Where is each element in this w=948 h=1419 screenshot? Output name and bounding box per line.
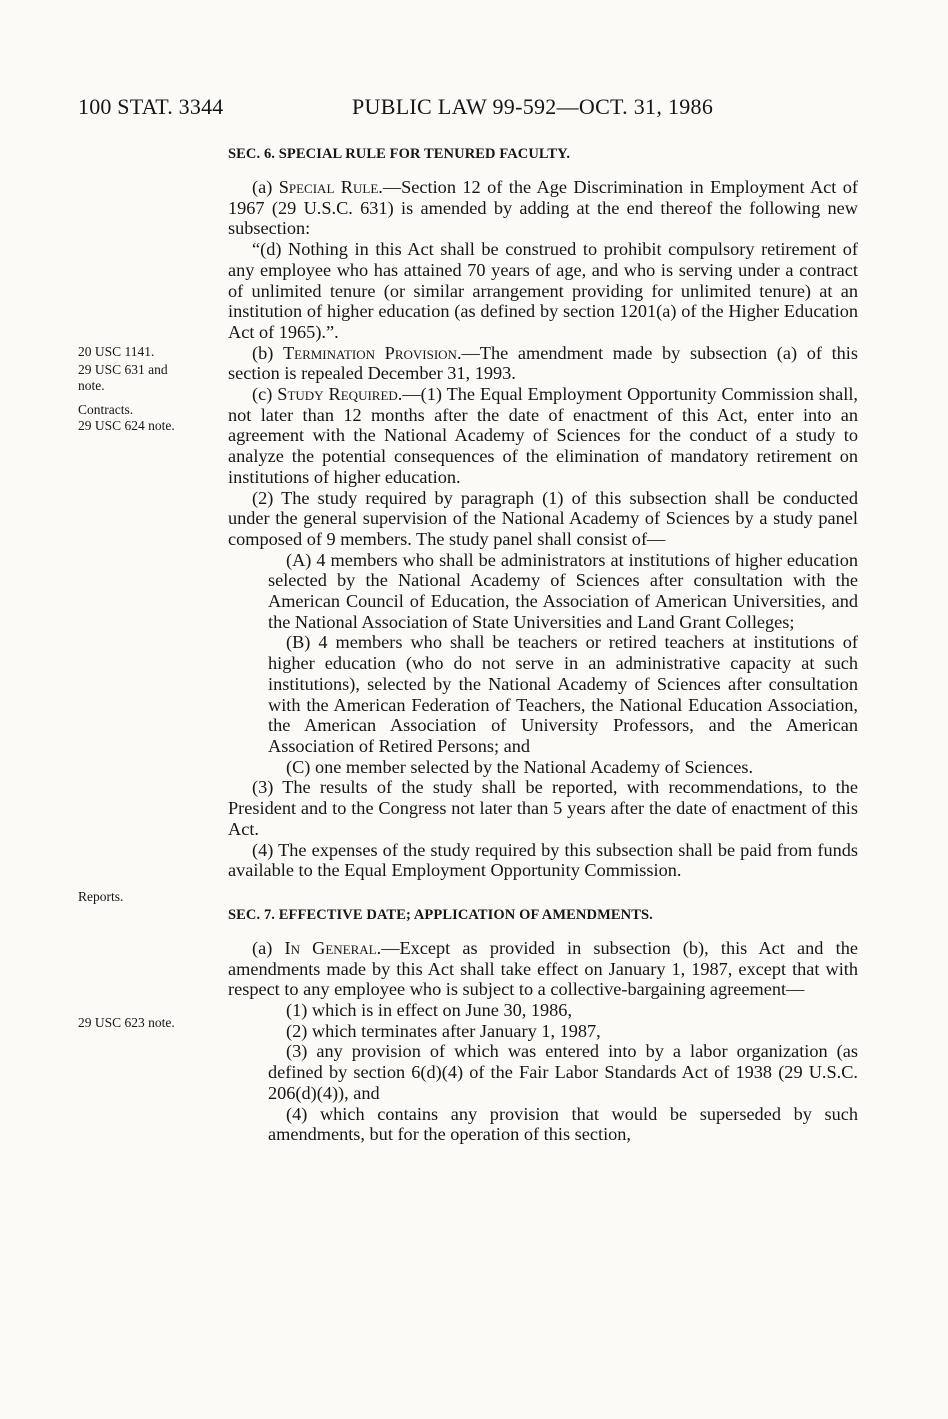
sec6-heading: SEC. 6. SPECIAL RULE FOR TENURED FACULTY. [228, 146, 571, 162]
sec7-item-1: (1) which is in effect on June 30, 1986, [286, 1000, 573, 1021]
sec6-paragraph-3: (3) The results of the study shall be reported, with recommendations, to the President and to the Congress not later than 5 years after the date of enactment of this Act. [228, 777, 858, 839]
sec6-subsection-c: (c) Study Required.—(1) The Equal Employment Opportunity Commission shall, not later than 12 months after the date of enactment of this Act, enter into an agreement with the National Academy of Sciences for the conduct of a study to analyze the potential consequences of the elimination of mandatory retirement on institutions of higher education. [228, 384, 858, 487]
sec6-clause-b: (B) 4 members who shall be teachers or retired teachers at institutions of higher education (who do not serve in an administrative capacity at such institutions), selected by the National Academy of Sciences after consultation with the American Federation of Teachers, the National Education Association, the American Association of University Professors, and the American Association of Retired Persons; and [268, 632, 858, 756]
page-label: 100 STAT. 3344 [78, 94, 224, 119]
margin-note-29usc623: 29 USC 623 note. [78, 1015, 175, 1030]
margin-note-reports: Reports. [78, 889, 124, 904]
running-header [78, 94, 758, 128]
statute-body [228, 145, 858, 1145]
sec7-heading: SEC. 7. EFFECTIVE DATE; APPLICATION OF AMENDMENTS. [228, 906, 653, 923]
sec7-item-2: (2) which terminates after January 1, 1987, [286, 1020, 601, 1041]
margin-note-29usc631: 29 USC 631 and note. [78, 362, 168, 393]
sec7-subsection-a: (a) In General.—Except as provided in subsection (b), this Act and the amendments made by this Act shall take effect on January 1, 1987, except that with respect to any employee who is subject to a collective-bargaining agreement— [228, 937, 858, 1000]
sec6-quoted-subsection-d: “(d) Nothing in this Act shall be construed to prohibit compulsory retirement of any employee who has attained 70 years of age, and who is serving under a contract of unlimited tenure (or similar arrangement providing for unlimited tenure) at an institution of higher education (as defined by section 1201(a) of the Higher Education Act of 1965).”. [228, 239, 858, 342]
sec6-clause-a: (A) 4 members who shall be administrators at institutions of higher education selected by the National Academy of Sciences after consultation with the American Council of Education, the Association of American Universities, and the National Association of State Universities and Land Grant Colleges; [268, 549, 858, 632]
law-title: PUBLIC LAW 99-592—OCT. 31, 1986 [352, 94, 714, 119]
sec6-subsection-a: (a) Special Rule.—Section 12 of the Age Discrimination in Employment Act of 1967 (29 U.S.C. 631) is amended by adding at the end thereof the following new subsection: [228, 177, 858, 239]
sec6-paragraph-4: (4) The expenses of the study required by this subsection shall be paid from funds available to the Equal Employment Opportunity Commission. [228, 839, 858, 881]
sec6-paragraph-2: (2) The study required by paragraph (1) of this subsection shall be conducted under the general supervision of the National Academy of Sciences by a study panel composed of 9 members. The study panel shall consist of— [228, 487, 858, 549]
margin-note-20usc1141: 20 USC 1141. [78, 344, 155, 359]
sec7-item-4: (4) which contains any provision that would be superseded by such amendments, but for the operation of this section, [268, 1103, 858, 1145]
sec6-subsection-b: (b) Termination Provision.—The amendment made by subsection (a) of this section is repealed December 31, 1993. [228, 342, 859, 384]
sec7-item-3: (3) any provision of which was entered into by a labor organization (as defined by section 6(d)(4) of the Fair Labor Standards Act of 1938 (29 U.S.C. 206(d)(4)), and [268, 1041, 858, 1103]
sec6-clause-c: (C) one member selected by the National Academy of Sciences. [286, 756, 754, 777]
margin-note-contracts: Contracts. 29 USC 624 note. [78, 402, 175, 433]
